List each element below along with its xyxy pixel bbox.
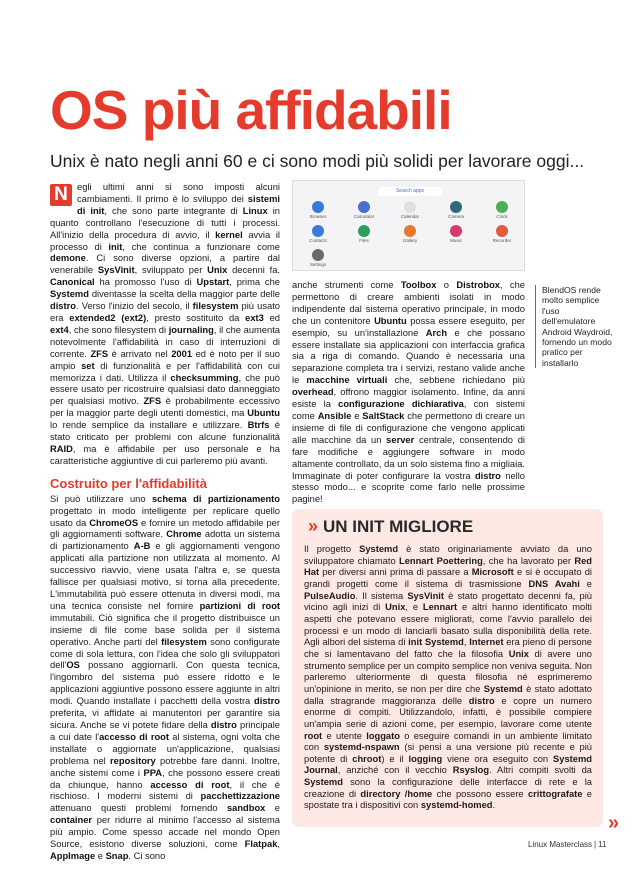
app-icon-recorder — [485, 225, 519, 244]
app-icon-browser — [301, 201, 335, 220]
settings-icon — [312, 249, 324, 261]
app-label: Browser — [309, 214, 327, 219]
calculator-icon — [358, 201, 370, 213]
continue-arrow-icon: » — [608, 812, 620, 834]
clock-icon — [496, 201, 508, 213]
drop-cap: N — [50, 184, 72, 206]
app-icon-calendar — [393, 201, 427, 220]
app-label: Calendar — [400, 214, 420, 219]
app-label: Contacts — [309, 238, 327, 243]
browser-icon — [312, 201, 324, 213]
camera-icon — [450, 201, 462, 213]
blendos-app-grid-screenshot — [292, 180, 525, 271]
app-icon-contacts — [301, 225, 335, 244]
contacts-icon — [312, 225, 324, 237]
calendar-icon — [404, 201, 416, 213]
app-label: Gallery — [402, 238, 418, 243]
app-icon-calculator — [347, 201, 381, 220]
page-number: 11 — [598, 840, 607, 849]
box-heading — [308, 514, 473, 539]
app-label: Camera — [447, 214, 464, 219]
app-label: Music — [450, 238, 462, 243]
app-icon-camera — [439, 201, 473, 220]
body-paragraph-continued: anche strumenti come Toolbox o Distrobox, che permettono di creare ambienti isolati in modo indipendente dal sistema operativo principale, in modo che un contenitore Ubuntu possa essere eseguito, per esempio, su un'installazione Arch e che possano essere installate sia applicazioni con interfaccia grafica sia a riga di comando. Quando è necessaria una separazione completa tra i servizi, restano valide anche le macchine virtuali che, sebbene richiedano più overhead, offrono maggior isolamento. Infine, da anni esiste la configurazione dichiarativa, con sistemi come Ansible e SaltStack che permettono di creare un insieme di file di configurazione che vengono applicati alle macchine da un server centrale, consentendo di fare modifiche e aggiungere software in modo altamente controllato, da un solo sistema fino a migliaia. Immaginate di poter configurare la vostra distro nello stesso modo... e scoprite come farlo nelle prossime pagine! — [292, 280, 526, 505]
magazine-name: Linux Masterclass — [528, 840, 593, 849]
section-heading: Costruito per l'affidabilità — [50, 475, 207, 491]
app-icon-settings — [301, 249, 335, 268]
page-footer — [528, 839, 606, 850]
app-icon-gallery — [393, 225, 427, 244]
footer-separator: | — [594, 840, 597, 849]
app-label: Recorder — [492, 238, 512, 243]
box-heading-text: UN INIT MIGLIORE — [323, 517, 474, 536]
body-column-right — [292, 280, 525, 506]
article-title: OS più affidabili — [50, 79, 452, 141]
app-icon-files — [347, 225, 381, 244]
intro-paragraph: egli ultimi anni si sono imposti alcuni cambiamenti. Il primo è lo sviluppo dei sistemi di init, che sono parte integrante di Linux in quanto controllano l'esecuzione di tutti i processi. All'inizio della procedura di avvio, il kernel avvia il processo di init, che continua a funzionare come demone. Ci sono diverse opzioni, a partire dal venerabile SysVinit, sviluppato per Unix decenni fa. Canonical ha promosso l'uso di Upstart, prima che Systemd diventasse la scelta della maggior parte delle distro. Verso l'inizio del secolo, il filesystem più usato era extended2 (ext2), presto sostituito da ext3 ed ext4, che sono filesystem di journaling, il che aumenta notevolmente l'affidabilità in caso di interruzioni di corrente. ZFS è arrivato nel 2001 ed è noto per il suo ampio set di funzionalità e per l'affidabilità con cui memorizza i dati. Utilizza il checksumming, che può essere usato per ricostruire qualsiasi dato danneggiato per qualsiasi motivo. ZFS è probabilmente eccessivo per la maggior parte degli utenti domestici, ma Ubuntu lo rende semplice da installare e utilizzare. Btrfs è stato criticato per problemi con alcune funzionalità RAID, ma è affidabile per uso personale e ha caratteristiche aggiuntive di cui parleremo più avanti. — [50, 182, 281, 466]
article-subtitle: Unix è nato negli anni 60 e ci sono modi più solidi per lavorare oggi... — [50, 151, 585, 171]
search-apps-field: Search apps — [378, 187, 442, 196]
recorder-icon — [496, 225, 508, 237]
body-column-left — [50, 182, 280, 863]
app-label: Files — [359, 238, 369, 243]
app-label: Calculator — [353, 214, 375, 219]
box-paragraph: Il progetto Systemd è stato originariamente avviato da uno sviluppatore chiamato Lennart Poettering, che ha lavorato per Red Hat per diversi anni prima di passare a Microsoft e si è occupato di grandi progetti come il sistema di trasmissione DNS Avahi e PulseAudio. Il sistema SysVinit è stato progettato decenni fa, più vicino agli inizi di Unix, e Lennart e altri hanno identificato molti aspetti che potevano essere migliorati, come l'avvio parallelo dei processi e un modo di lanciarli basato sulla disponibilità della rete. Agli albori del sistema di init Systemd, Internet era pieno di persone che si lamentavano del fatto che la filosofia Unix di avere uno strumento semplice per un compito semplice non veniva seguita. Non parleremo ulteriormente di questa filosofia né esprimeremo un'opinione in merito, se non per dire che Systemd è stato adottato dalla stragrande maggioranza delle distro e copre un numero enorme di compiti. Utilizzandolo, infatti, è possibile compiere un'ampia serie di azioni come, per esempio, lavorare come utente root e utente loggato o eseguire comandi in un ambiente limitato con systemd-nspawn (si pensi a una versione più recente e più potente di chroot) e il logging viene ora eseguito con Systemd Journal, anziché con il vecchio Rsyslog. Altri compiti svolti da Systemd sono la configurazione delle interfacce di rete e la creazione di directory /home che possono essere crittografate e spostate tra i dispositivi con systemd-homed. — [304, 544, 593, 811]
app-icon-music — [439, 225, 473, 244]
image-caption: BlendOS rende molto semplice l'uso dell'emulatore Android Waydroid, fornendo un modo pratico per installarlo — [535, 285, 614, 368]
app-icon-clock — [485, 201, 519, 220]
chevron-right-icon: » — [308, 516, 319, 536]
gallery-icon — [404, 225, 416, 237]
body-paragraph: Si può utilizzare uno schema di partizionamento progettato in modo intelligente per replicare quello usato da ChromeOS e fornire un metodo affidabile per gli aggiornamenti software. Chrome adotta un sistema di partizionamento A-B e gli aggiornamenti vengono applicati alla partizione non utilizzata al momento. Al successivo riavvio, viene usata l'altra e, se questa fallisce per qualsiasi motivo, si torna alla precedente. L'immutabilità può essere ottenuta in diversi modi, ma una tecnica consiste nel fornire partizioni di root immutabili. Ciò significa che il progetto distribuisce un insieme di file come base solida per il sistema operativo. Anche parti del filesystem sono configurate come di sola lettura, con l'idea che solo gli sviluppatori dell'OS possano aggiornarli. Con questa tecnica, l'ingombro del sistema può essere ridotto e le applicazioni aggiuntive possono essere aggiunte in altri modi. Quando installate i pacchetti della vostra distro preferita, vi affidate ai manutentori per garantire sia sicura. Anche se vi potete fidare della distro principale a cui date l'accesso di root al sistema, ogni volta che installate o aggiornate un'applicazione, qualsiasi problema nel repository potrebbe fare danni. Inoltre, anche sistemi come i PPA, che possono essere creati da chiunque, hanno accesso di root, il che è rischioso. I moderni sistemi di pacchettizzazione attenuano questi problemi fornendo sandbox e container per ridurre al minimo l'accesso al sistema più ampio. Come spesso accade nel mondo Open Source, esistono diverse soluzioni, come Flatpak, AppImage e Snap. Ci sono — [50, 493, 281, 861]
sidebar-box — [292, 509, 603, 827]
app-label: Settings — [309, 262, 327, 267]
app-label: Clock — [496, 214, 508, 219]
music-icon — [450, 225, 462, 237]
files-icon — [358, 225, 370, 237]
